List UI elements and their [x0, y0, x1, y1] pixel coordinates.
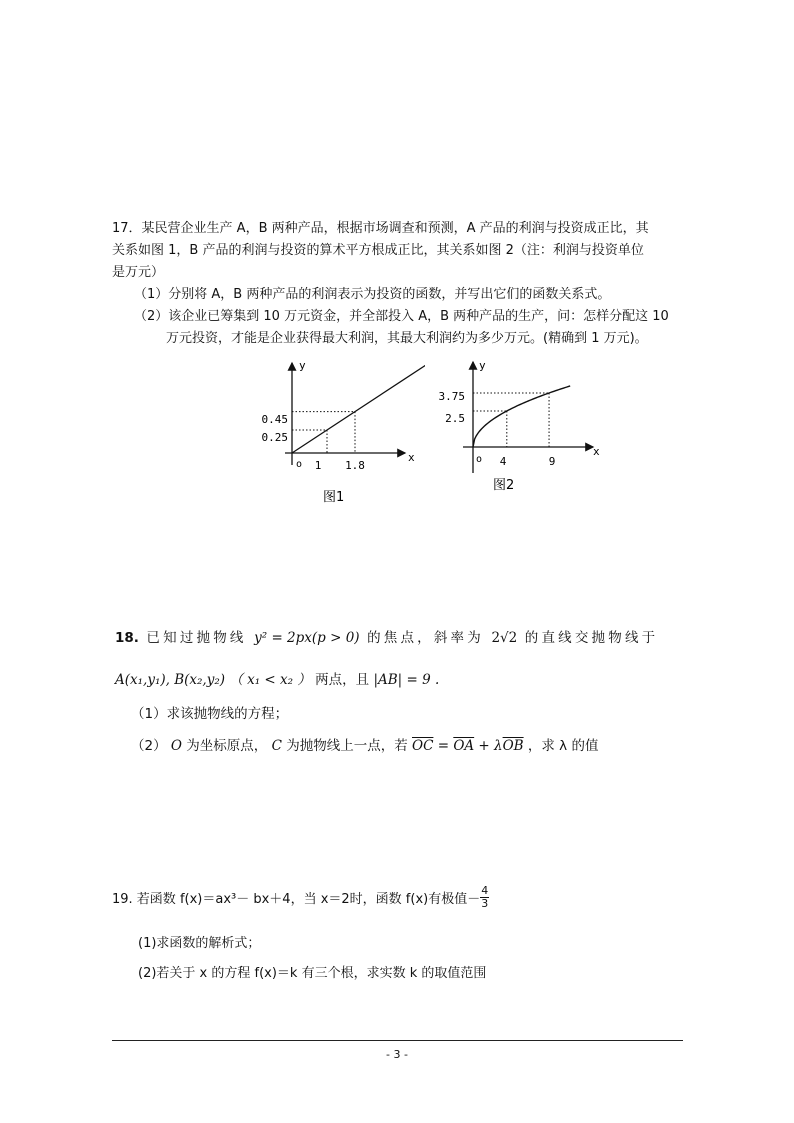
fig1-caption: 图1	[323, 490, 345, 505]
fig2-origin-label: o	[476, 454, 483, 465]
q18-sub-2	[131, 734, 598, 754]
q18-ab-length: |AB| = 9 .	[373, 672, 440, 688]
q18-symbol-c: C	[271, 738, 282, 754]
fig1-series-line	[292, 363, 425, 453]
figure-1-chart	[255, 355, 425, 515]
q18-line-2	[115, 668, 439, 688]
fig1-ytick-0.45: 0.45	[261, 413, 288, 426]
q18-vector-ob: $\overline{OB}$	[502, 738, 524, 754]
footer-divider	[112, 1040, 683, 1041]
q18-text-4: 两点，且	[315, 672, 370, 688]
fig1-x-label: x	[408, 451, 415, 464]
q18-sub-1: （1）求该抛物线的方程；	[131, 706, 289, 722]
q17-line-3: 是万元）	[112, 265, 165, 280]
q18-slope: 2√2	[491, 630, 518, 646]
q18-parabola-equation: y² = 2px(p > 0)	[254, 630, 360, 646]
fig1-y-label: y	[299, 359, 306, 372]
q18-number: 18.	[115, 630, 139, 646]
fig2-ytick-3.75: 3.75	[438, 390, 465, 403]
page-number: - 3 -	[386, 1048, 408, 1061]
q17-sub-1: （1）分别将 A，B 两种产品的利润表示为投资的函数，并写出它们的函数关系式。	[134, 287, 611, 302]
figure-2-chart	[425, 355, 610, 505]
fig1-xtick-1: 1	[314, 459, 322, 472]
fig1-xtick-1.8: 1.8	[345, 459, 365, 472]
q18-line-1	[115, 626, 658, 646]
q18-condition: （ x₁ < x₂ ）	[229, 672, 311, 688]
q17-sub-2a: （2）该企业已筹集到 10 万元资金，并全部投入 A，B 两种产品的生产，问：怎样分配这 10	[134, 309, 669, 324]
q19-line-1	[112, 885, 489, 910]
fig2-xtick-9: 9	[548, 455, 556, 468]
q18-text-1: 已知过抛物线	[146, 630, 247, 646]
q18-vector-oc: $\overline{OC}$	[412, 738, 434, 754]
q18-sub2-prefix: （2）	[131, 738, 167, 754]
q18-text-2: 的焦点，斜率为	[367, 630, 484, 646]
q19-fraction-denominator: 3	[481, 897, 489, 910]
fig2-ytick-2.5: 2.5	[445, 412, 465, 425]
q18-points: A(x₁,y₁), B(x₂,y₂)	[115, 672, 226, 688]
fig2-x-label: x	[593, 445, 600, 458]
q19-fraction-numerator: 4	[481, 884, 489, 897]
q19-text-1: 19. 若函数 f(x)＝ax³－ bx＋4，当 x＝2时，函数 f(x)有极值－	[112, 892, 481, 907]
q19-fraction	[480, 885, 489, 910]
question-17	[112, 218, 690, 350]
q17-line-1: 17．某民营企业生产 A，B 两种产品，根据市场调查和预测，A 产品的利润与投资成正比，其	[112, 221, 649, 236]
q19-sub-2: (2)若关于 x 的方程 f(x)＝k 有三个根，求实数 k 的取值范围	[138, 966, 487, 981]
fig1-origin-label: o	[296, 459, 303, 470]
q18-vector-plus-lambda: + λ	[474, 738, 503, 754]
q18-text-3: 的直线交抛物线于	[524, 630, 659, 646]
fig2-series-curve	[473, 386, 570, 447]
q17-sub-2b: 万元投资，才能是企业获得最大利润，其最大利润约为多少万元。(精确到 1 万元)。	[166, 331, 648, 346]
q18-vector-equals: =	[433, 738, 454, 754]
fig2-y-label: y	[479, 359, 486, 372]
q18-vector-oa: $\overline{OA}$	[453, 738, 475, 754]
q18-symbol-o: O	[170, 738, 182, 754]
q18-sub2-text-3: ，求 λ 的值	[527, 738, 599, 754]
q17-line-2: 关系如图 1，B 产品的利润与投资的算术平方根成正比，其关系如图 2（注：利润与投资单位	[112, 243, 644, 258]
fig2-xtick-4: 4	[499, 455, 507, 468]
q19-sub-1: (1)求函数的解析式；	[138, 936, 261, 951]
fig1-ytick-0.25: 0.25	[261, 431, 288, 444]
fig2-caption: 图2	[493, 478, 515, 493]
q18-sub2-text-2: 为抛物线上一点，若	[286, 738, 408, 754]
q18-sub2-text-1: 为坐标原点，	[186, 738, 268, 754]
